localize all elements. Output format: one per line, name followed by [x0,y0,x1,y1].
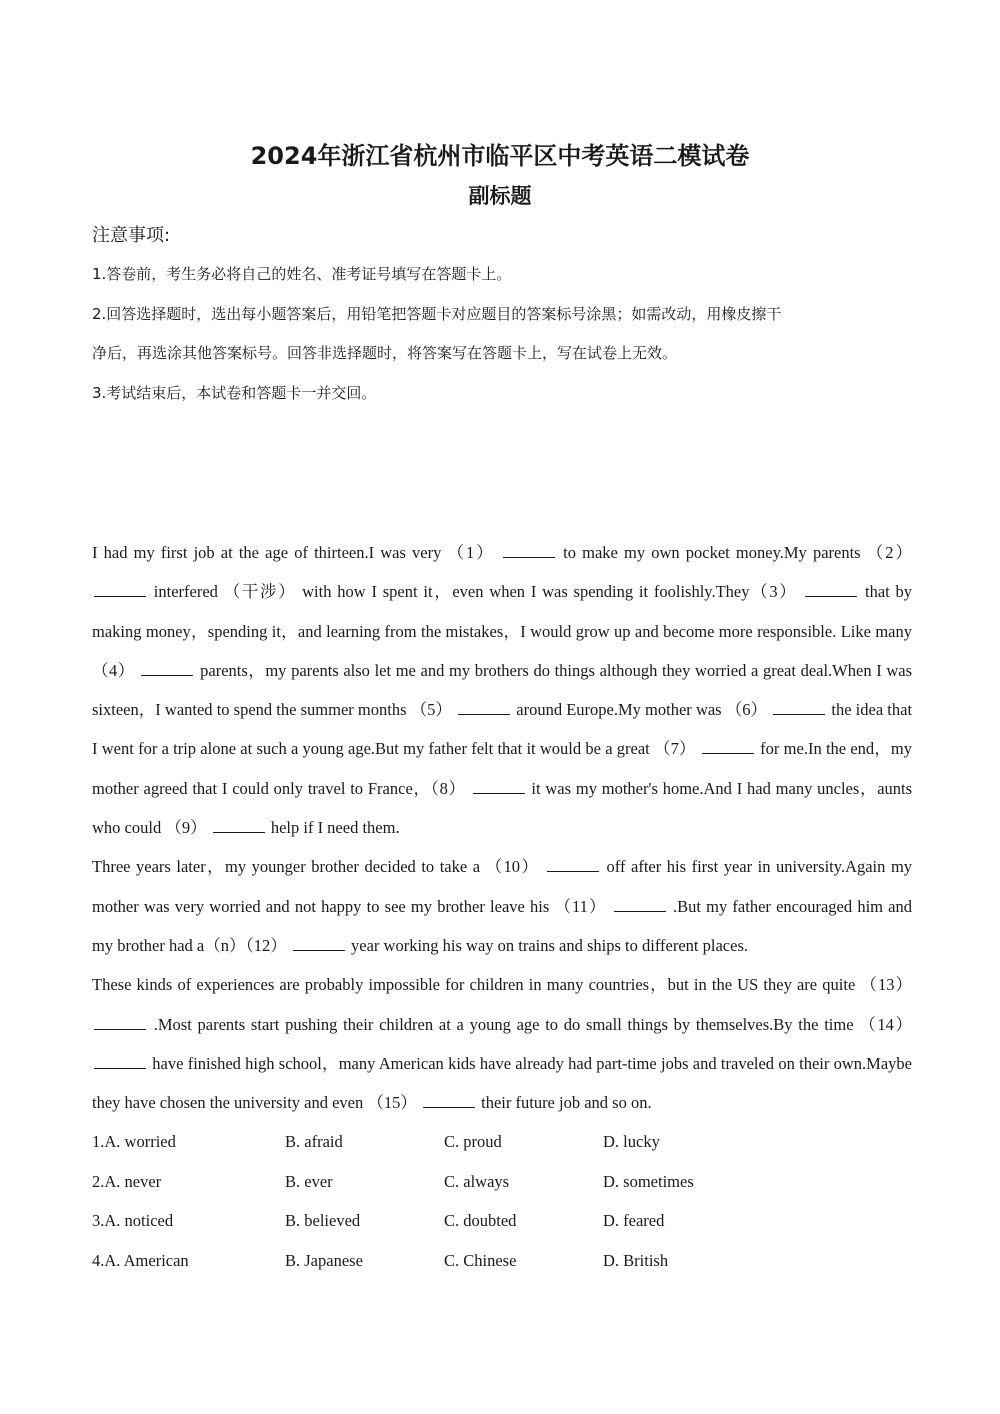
blank-13 [94,1015,146,1030]
option-a: 2.A. never [92,1171,162,1191]
question-row-4 [92,1241,912,1281]
option-c: C. doubted [444,1211,517,1230]
option-b: B. afraid [285,1132,343,1151]
option-d: D. British [603,1250,669,1270]
passage-text: These kinds of experiences are probably impossible for children in many countries，but in the US they are quite （13） [92,975,912,995]
passage-text: parents，my parents also let me and my brothers do things although they worried a great deal.When I was sixteen，I wanted to spend the summer months （5） [92,660,913,720]
passage-text: interfered （干涉） with how I spent it，even when I was spending it foolishly.They（3） [153,582,798,602]
passage-text: year working his way on trains and ships to different places. [351,935,748,955]
passage-text: .Most parents start pushing their children at a young age to do small things by themselves.By the time （14） [153,1014,913,1034]
option-a: 3.A. noticed [92,1211,174,1230]
notice-item: 1.答卷前，考生务必将自己的姓名、准考证号填写在答题卡上。 [92,265,512,283]
passage-text: for me.In the end，my mother agreed that I could only travel to France，（8） [92,739,913,798]
passage-text: that by making money，spending it，and learning from the mistakes，I would grow up and become more responsible. Like many （4） [92,582,913,680]
option-c: C. proud [444,1132,502,1151]
passage-paragraph-3 [92,965,912,1122]
exam-subtitle: 副标题 [468,184,532,208]
blank-4 [141,661,193,676]
passage-text: their future job and so on. [481,1093,652,1113]
notice-heading: 注意事项: [92,225,171,246]
blank-10 [547,857,599,872]
passage-text: help if I need them. [270,818,400,838]
passage-text: around Europe.My mother was （6） [516,700,768,720]
option-a: 4.A. American [92,1250,189,1270]
passage-text: I had my first job at the age of thirteen.I was very （1） [92,543,495,562]
blank-3 [805,582,857,597]
blank-14 [94,1054,146,1069]
blank-12 [293,936,345,951]
question-options [92,1122,912,1280]
passage-text: to make my own pocket money.My parents （2） [563,543,913,562]
option-b: B. Japanese [285,1250,363,1270]
passage-paragraph-2 [92,847,912,965]
passage-text: the idea that I went for a trip alone at such a young age.But my father felt that it would be a great （7） [92,700,913,759]
option-c: C. always [444,1171,510,1191]
option-c: C. Chinese [444,1250,517,1270]
blank-9 [213,818,265,833]
question-row-1 [92,1122,912,1162]
blank-5 [458,700,510,715]
blank-6 [773,700,825,715]
blank-1 [503,543,555,558]
option-b: B. believed [285,1211,361,1230]
passage-paragraph-1 [92,533,912,847]
blank-7 [702,739,754,754]
notice-item: 净后，再选涂其他答案标号。回答非选择题时，将答案写在答题卡上，写在试卷上无效。 [92,344,678,362]
notice-item: 2.回答选择题时，选出每小题答案后，用铅笔把答题卡对应题目的答案标号涂黑；如需改动，用橡皮擦干 [92,304,782,323]
passage-text: .But my father encouraged him and my brother had a（n）（12） [92,896,913,955]
passage-text: Three years later，my younger brother decided to take a （10） [92,857,540,877]
question-row-3 [92,1201,912,1241]
blank-8 [473,779,525,794]
cloze-passage [92,533,912,1122]
passage-text: have finished high school，many American kids have already had part-time jobs and traveled on their own.Maybe they have chosen the university and even （15） [92,1053,913,1113]
option-a: 1.A. worried [92,1132,176,1151]
question-row-2 [92,1162,912,1202]
exam-title: 2024年浙江省杭州市临平区中考英语二模试卷 [250,142,750,170]
passage-text: it was my mother's home.And I had many uncles，aunts who could （9） [92,778,913,838]
notice-list [92,255,912,413]
passage-text: off after his first year in university.Again my mother was very worried and not happy to see my brother leave his （11） [92,857,913,916]
option-b: B. ever [285,1171,333,1191]
blank-11 [614,897,666,912]
option-d: D. feared [603,1211,665,1230]
option-d: D. lucky [603,1132,660,1151]
blank-15 [423,1093,475,1108]
option-d: D. sometimes [603,1171,694,1191]
notice-item: 3.考试结束后，本试卷和答题卡一并交回。 [92,383,377,402]
blank-2 [94,582,146,597]
